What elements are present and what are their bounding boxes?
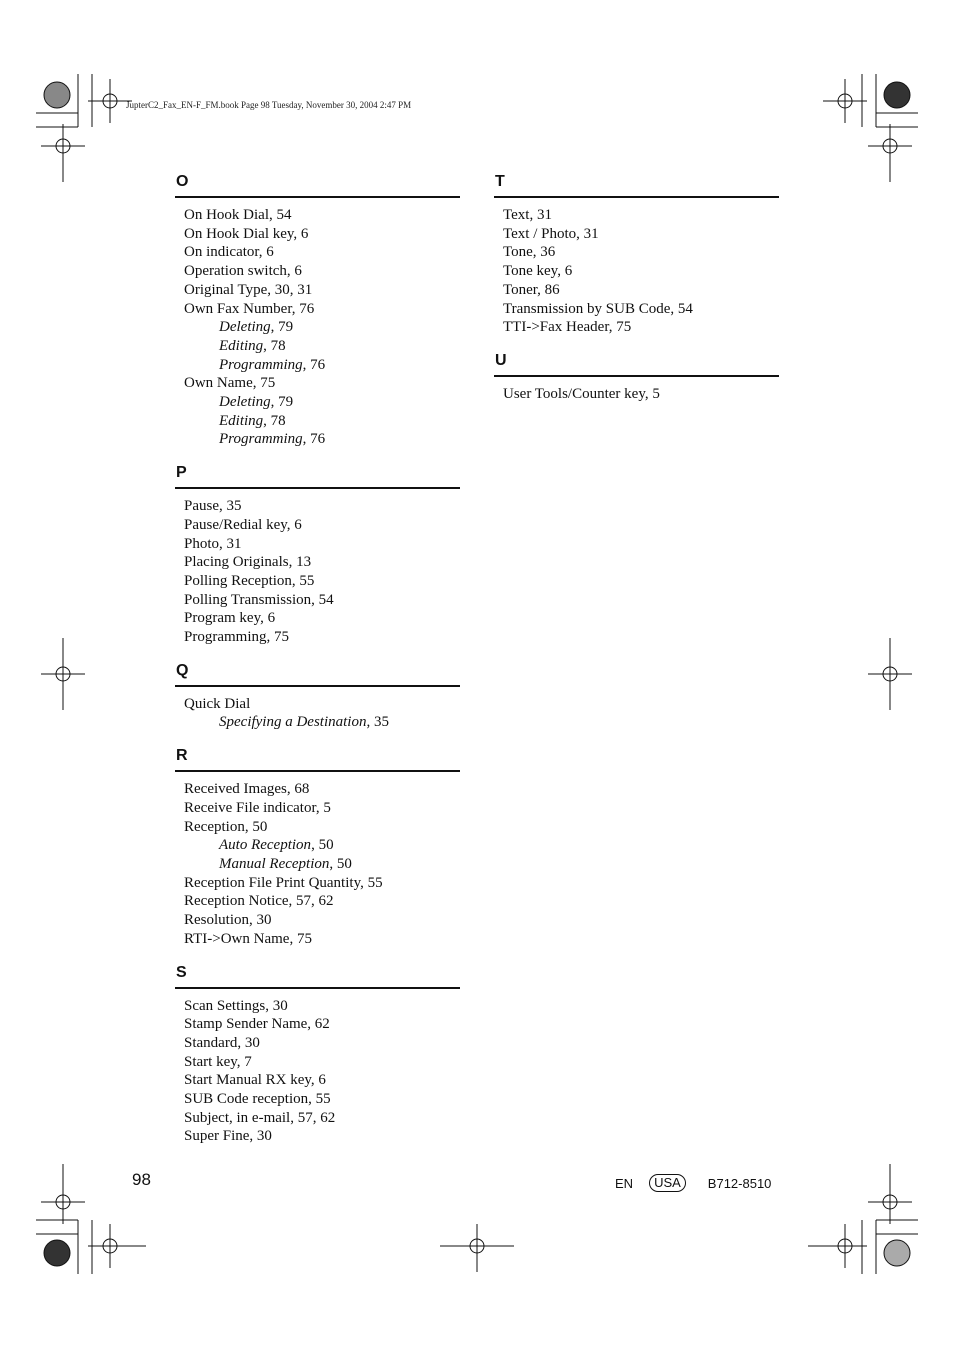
index-entry: Program key, 6 [184, 610, 276, 627]
index-section-q [175, 661, 460, 732]
index-subentry [175, 713, 460, 732]
subentry-term: Auto Reception [219, 837, 312, 854]
book-header-line: JupterC2_Fax_EN-F_FM.book Page 98 Tuesday, November 30, 2004 2:47 PM [126, 100, 412, 110]
section-letter: T [495, 173, 505, 190]
index-entry: Polling Reception, 55 [184, 572, 315, 589]
subentry-page: , 79 [270, 394, 294, 411]
subentry-page: , 50 [329, 855, 352, 872]
subentry-page: , 76 [302, 431, 326, 448]
index-entry: Own Fax Number, 76 [184, 300, 315, 317]
index-entry: Pause/Redial key, 6 [184, 516, 302, 533]
section-rule [494, 196, 779, 198]
section-rule [175, 685, 460, 687]
index-entry: Reception, 50 [184, 818, 268, 835]
index-entry: Scan Settings, 30 [184, 997, 288, 1014]
index-section-r [175, 746, 460, 948]
index-subentry [175, 836, 460, 855]
index-entry: Original Type, 30, 31 [184, 281, 313, 298]
index-section-o [175, 172, 460, 449]
index-entry: Reception Notice, 57, 62 [184, 893, 334, 910]
subentry-term: Programming [219, 356, 303, 373]
subentry-term: Deleting [219, 394, 271, 411]
index-entry: Placing Originals, 13 [184, 554, 312, 571]
index-entry: User Tools/Counter key, 5 [503, 385, 660, 402]
index-entry: Start key, 7 [184, 1053, 252, 1070]
section-letter: Q [176, 661, 189, 679]
index-entry: Tone key, 6 [503, 263, 573, 280]
index-subentry [175, 430, 460, 449]
section-letter: O [176, 173, 189, 190]
subentry-term: Editing [219, 337, 264, 354]
subentry-page: , 50 [311, 837, 334, 854]
section-letter: U [495, 351, 507, 369]
subentry-page: , 79 [270, 319, 294, 336]
index-entry: Toner, 86 [503, 281, 560, 298]
subentry-term: Specifying a Destination [219, 714, 367, 731]
subentry-term: Deleting [219, 319, 271, 336]
section-rule [175, 770, 460, 772]
index-entry: Text / Photo, 31 [503, 225, 599, 242]
index-subentry [175, 412, 460, 431]
subentry-term: Programming [219, 431, 303, 448]
language-code: EN [615, 1175, 634, 1191]
index-entry: Polling Transmission, 54 [184, 591, 334, 608]
index-entry: On Hook Dial, 54 [184, 207, 292, 223]
index-entry: Operation switch, 6 [184, 263, 302, 280]
index-entry: TTI->Fax Header, 75 [503, 319, 632, 336]
index-entry: Reception File Print Quantity, 55 [184, 874, 383, 891]
section-rule [175, 487, 460, 489]
index-column-right [494, 172, 779, 404]
index-entry: SUB Code reception, 55 [184, 1091, 331, 1108]
index-entry: Resolution, 30 [184, 912, 272, 929]
index-entry: Start Manual RX key, 6 [184, 1072, 326, 1089]
section-rule [494, 375, 779, 377]
footer-codes [615, 1174, 771, 1192]
index-entry: Received Images, 68 [184, 781, 310, 798]
index-entry: RTI->Own Name, 75 [184, 930, 312, 947]
index-subentry [175, 356, 460, 375]
subentry-page: , 78 [263, 412, 286, 429]
index-subentry [175, 337, 460, 356]
index-entry: Receive File indicator, 5 [184, 799, 331, 816]
index-entry: Own Name, 75 [184, 375, 276, 392]
index-entry: Super Fine, 30 [184, 1128, 272, 1145]
index-entry: Photo, 31 [184, 535, 242, 552]
subentry-page: , 76 [302, 356, 326, 373]
section-rule [175, 987, 460, 989]
subentry-page: , 35 [366, 714, 389, 731]
index-entry: On Hook Dial key, 6 [184, 225, 309, 242]
index-entry: Programming, 75 [184, 629, 289, 646]
section-letter: S [176, 963, 187, 981]
index-subentry [175, 855, 460, 874]
index-section-s [175, 963, 460, 1147]
index-section-u [494, 351, 779, 404]
index-entry: Transmission by SUB Code, 54 [503, 300, 693, 317]
index-section-t [494, 172, 779, 337]
index-subentry [175, 393, 460, 412]
index-entry: Standard, 30 [184, 1034, 260, 1051]
index-entry: Quick Dial [184, 695, 251, 712]
index-entry: Pause, 35 [184, 498, 242, 515]
section-letter: R [176, 747, 188, 765]
index-entry: Stamp Sender Name, 62 [184, 1016, 330, 1033]
page-number: 98 [132, 1170, 151, 1189]
index-column-left [175, 172, 460, 1146]
index-entry: Tone, 36 [503, 244, 556, 261]
index-entry: Subject, in e-mail, 57, 62 [184, 1109, 336, 1126]
index-section-p [175, 463, 460, 647]
document-code: B712-8510 [707, 1175, 772, 1191]
section-letter: P [176, 464, 187, 482]
subentry-term: Editing [219, 412, 264, 429]
region-badge: USA [649, 1174, 686, 1192]
subentry-term: Manual Reception [219, 855, 330, 872]
index-subentry [175, 318, 460, 337]
subentry-page: , 78 [263, 337, 286, 354]
index-entry: Text, 31 [503, 207, 552, 223]
index-entry: On indicator, 6 [184, 244, 274, 261]
section-rule [175, 196, 460, 198]
